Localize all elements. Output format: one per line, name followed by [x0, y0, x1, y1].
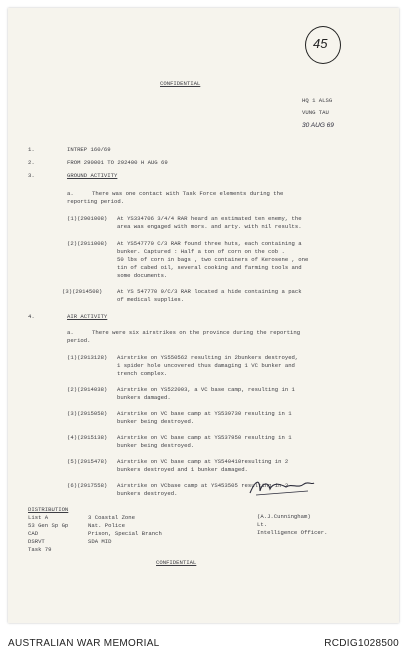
ground-2-line4: tin of cabed oil, several cooking and farming tools and — [117, 264, 302, 271]
distribution-mid-4: SDA MID — [88, 538, 112, 545]
air-3-line1: Airstrike on VC base camp at YS539730 resulting in 1 — [117, 410, 292, 417]
ground-3-line2: of medical supplies. — [117, 296, 185, 303]
air-6-line2: bunkers destroyed. — [117, 490, 178, 497]
signature-icon — [246, 475, 318, 501]
air-activity-heading: AIR ACTIVITY — [67, 313, 108, 320]
air-2-line2: bunkers damaged. — [117, 394, 171, 401]
distribution-mid-2: Nat. Police — [88, 522, 125, 529]
ground-a-line1: There was one contact with Task Force elements during the — [92, 190, 284, 197]
air-3-line2: bunker being destroyed. — [117, 418, 195, 425]
air-5-line1: Airstrike on VC base camp at YS540410resulting in 2 — [117, 458, 289, 465]
distribution-mid-1: 3 Coastal Zone — [88, 514, 135, 521]
hq-designation: HQ 1 ALSG — [302, 97, 333, 104]
air-a-label: a. — [67, 329, 74, 336]
air-4-line2: bunker being destroyed. — [117, 442, 195, 449]
ground-a-label: a. — [67, 190, 74, 197]
folio-number: 45 — [313, 36, 328, 51]
distribution-left-3: CAD — [28, 530, 39, 537]
ground-a-line2: reporting period. — [67, 198, 125, 205]
air-6-time: (6)(2917558) — [67, 482, 108, 489]
classification-top: CONFIDENTIAL — [160, 80, 201, 87]
air-1-line2: 1 spider hole uncovered thus damaging 1 VC bunker and — [117, 362, 295, 369]
ground-2-line2: bunker. Captured : Half a ton of corn on the cob . — [117, 248, 285, 255]
ground-1-time: (1)(2901008) — [67, 215, 108, 222]
air-3-time: (3)(2915058) — [67, 410, 108, 417]
air-5-time: (5)(2915478) — [67, 458, 108, 465]
distribution-left-5: Task 79 — [28, 546, 52, 553]
intrep-number: INTREP 160/69 — [67, 146, 111, 153]
record-id: RCDIG1028500 — [324, 638, 399, 649]
distribution-mid-3: Prison, Special Branch — [88, 530, 162, 537]
location: VUNG TAU — [302, 109, 329, 116]
air-4-line1: Airstrike on VC base camp at YS537950 resulting in 1 — [117, 434, 292, 441]
distribution-left-2: 53 Gen Sp Gp — [28, 522, 69, 529]
signatory-name: (A.J.Cunningham) — [257, 513, 311, 520]
classification-bottom: CONFIDENTIAL — [156, 559, 197, 566]
archive-name: AUSTRALIAN WAR MEMORIAL — [8, 638, 160, 649]
signatory-rank: Lt. — [257, 521, 268, 528]
distribution-left-1: List A — [28, 514, 49, 521]
item-number-3: 3. — [28, 172, 35, 179]
air-a-line2: period. — [67, 337, 91, 344]
air-2-line1: Airstrike on YS522003, a VC base camp, resulting in 1 — [117, 386, 295, 393]
ground-2-line3: 50 lbs of corn in bags , two containers of Kerosene , one — [117, 256, 309, 263]
ground-1-line1: At YS334706 3/4/4 RAR heard an estimated ten enemy, the — [117, 215, 302, 222]
air-a-line1: There were six airstrikes on the province during the reporting — [92, 329, 301, 336]
reporting-period: FROM 290001 TO 292400 H AUG 69 — [67, 159, 168, 166]
ground-activity-heading: GROUND ACTIVITY — [67, 172, 118, 179]
air-1-line1: Airstrike on YS550562 resulting in 2bunkers destroyed, — [117, 354, 299, 361]
distribution-heading: DISTRIBUTION — [28, 506, 69, 513]
air-5-line2: bunkers destroyed and 1 bunker damaged. — [117, 466, 248, 473]
item-number-1: 1. — [28, 146, 35, 153]
air-4-time: (4)(2915138) — [67, 434, 108, 441]
date: 30 AUG 69 — [302, 122, 334, 129]
ground-2-line5: some documents. — [117, 272, 168, 279]
air-2-time: (2)(2914038) — [67, 386, 108, 393]
ground-1-line2: area was engaged with mors. and arty. with nil results. — [117, 223, 302, 230]
air-1-line3: trench complex. — [117, 370, 168, 377]
item-number-4: 4. — [28, 313, 35, 320]
air-1-time: (1)(2913128) — [67, 354, 108, 361]
distribution-left-4: DSRVT — [28, 538, 45, 545]
ground-3-line1: At YS 547770 9/C/3 RAR located a hide containing a pack — [117, 288, 302, 295]
ground-3-time: (3)(2914508) — [62, 288, 103, 295]
ground-2-line1: At YS547770 C/3 RAR found three huts, each containing a — [117, 240, 302, 247]
item-number-2: 2. — [28, 159, 35, 166]
ground-2-time: (2)(2911008) — [67, 240, 108, 247]
air-6-line1: Airstrike on VCbase camp at YS453505 resulting in 3 — [117, 482, 289, 489]
signatory-title: Intelligence Officer. — [257, 529, 328, 536]
